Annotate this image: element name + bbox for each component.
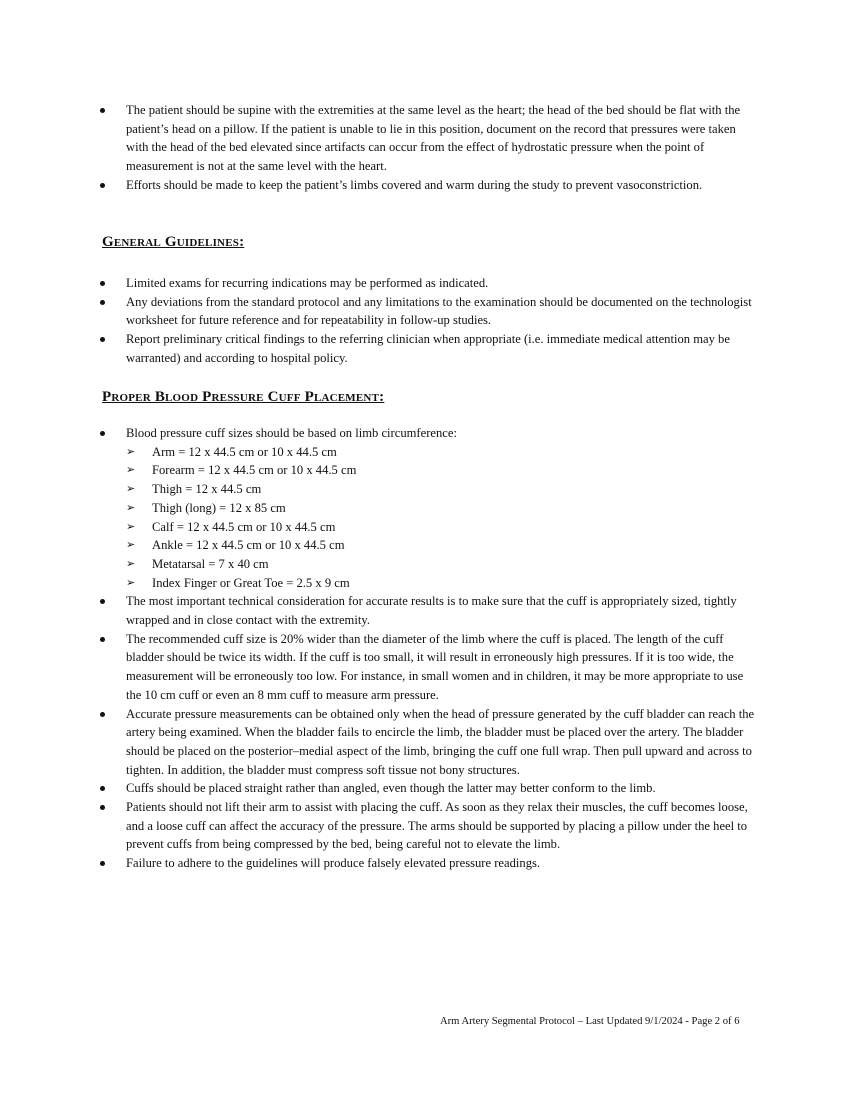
cuff-placement-heading	[102, 388, 384, 407]
bullet-icon	[100, 337, 105, 342]
general-guidelines-list	[100, 274, 760, 368]
bullet-icon	[100, 281, 105, 286]
list-item-text: The most important technical consideration for accurate results is to make sure that the cuff is appropriately sized, tightly wrapped and in close contact with the extremity.	[126, 594, 737, 628]
list-item	[100, 274, 760, 293]
list-item-text: The recommended cuff size is 20% wider than the diameter of the limb where the cuff is placed. The length of the cuff bladder should be twice its width. If the cuff is too small, it will result in erroneously high pressures. If it is too wide, the measurement will be erroneously too low. For instance, in small women and in children, it may be more appropriate to use the 10 cm cuff or even an 8 mm cuff to measure arm pressure.	[126, 631, 744, 702]
cuff-size-text: Thigh = 12 x 44.5 cm	[152, 482, 262, 497]
list-item	[100, 854, 760, 873]
cuff-size-item	[126, 518, 760, 537]
arrow-bullet-icon: ➢	[126, 538, 136, 552]
cuff-size-item	[126, 499, 760, 518]
list-item-text: Patients should not lift their arm to assist with placing the cuff. As soon as they relax their muscles, the cuff becomes loose, and a loose cuff can affect the accuracy of the pressure. The arms should be supported by placing a pillow under the heel to prevent cuffs from being compressed by the bed, being careful not to elevate the limb.	[126, 800, 748, 852]
top-bullet-list	[100, 101, 760, 195]
cuff-placement-list	[100, 424, 760, 873]
bullet-icon	[100, 183, 105, 188]
bullet-icon	[100, 108, 105, 113]
list-item	[100, 293, 760, 330]
cuff-size-item	[126, 574, 760, 593]
cuff-size-text: Metatarsal = 7 x 40 cm	[152, 556, 269, 571]
list-item	[100, 779, 760, 798]
cuff-size-list	[126, 443, 760, 593]
list-item	[100, 705, 760, 780]
arrow-bullet-icon: ➢	[126, 575, 136, 589]
cuff-size-item	[126, 536, 760, 555]
list-item	[100, 176, 760, 195]
arrow-bullet-icon: ➢	[126, 500, 136, 514]
heading-text: Proper Blood Pressure Cuff Placement:	[102, 389, 385, 405]
list-item	[100, 592, 760, 629]
list-item-text: The patient should be supine with the extremities at the same level as the heart; the head of the bed should be flat with the patient’s head on a pillow. If the patient is unable to lie in this position, document on the record that pressures were taken with the head of the bed elevated since artifacts can occur from the effect of hydrostatic pressure when the point of measurement is not at the same level with the heart.	[126, 103, 741, 174]
cuff-size-text: Calf = 12 x 44.5 cm or 10 x 44.5 cm	[152, 519, 336, 534]
list-item	[100, 630, 760, 705]
heading-colon: :	[239, 234, 245, 250]
list-item-text: Limited exams for recurring indications may be performed as indicated.	[126, 276, 489, 290]
list-item-text: Any deviations from the standard protocol and any limitations to the examination should be documented on the technologist worksheet for future reference and for repeatability in follow-up studies.	[126, 294, 752, 328]
heading-text: General Guidelines	[102, 234, 240, 250]
list-item-text: Accurate pressure measurements can be obtained only when the head of pressure generated by the cuff bladder can reach the artery being examined. When the bladder fails to encircle the limb, the bladder must be placed over the artery. The bladder should be placed on the posterior–medial aspect of the limb, bringing the cuff one full wrap. Then pull upward and across to tighten. In addition, the bladder must compress soft tissue not bony structures.	[126, 706, 755, 777]
cuff-size-text: Ankle = 12 x 44.5 cm or 10 x 44.5 cm	[152, 538, 345, 553]
bullet-icon	[100, 599, 105, 604]
cuff-size-item	[126, 461, 760, 480]
bullet-icon	[100, 300, 105, 305]
bullet-icon	[100, 637, 105, 642]
arrow-bullet-icon: ➢	[126, 463, 136, 477]
arrow-bullet-icon: ➢	[126, 519, 136, 533]
list-item	[100, 424, 760, 592]
cuff-size-text: Index Finger or Great Toe = 2.5 x 9 cm	[152, 575, 350, 590]
page-footer: Arm Artery Segmental Protocol – Last Updated 9/1/2024 - Page 2 of 6	[440, 1016, 740, 1027]
cuff-size-text: Thigh (long) = 12 x 85 cm	[152, 500, 286, 515]
list-item-text: Failure to adhere to the guidelines will produce falsely elevated pressure readings.	[126, 856, 541, 871]
general-guidelines-heading	[102, 233, 244, 252]
bullet-icon	[100, 861, 105, 866]
cuff-size-text: Arm = 12 x 44.5 cm or 10 x 44.5 cm	[152, 444, 337, 459]
list-item-text: Cuffs should be placed straight rather than angled, even though the latter may better conform to the limb.	[126, 781, 656, 796]
cuff-size-text: Forearm = 12 x 44.5 cm or 10 x 44.5 cm	[152, 463, 357, 478]
list-item-text: Blood pressure cuff sizes should be based on limb circumference:	[126, 426, 457, 440]
arrow-bullet-icon: ➢	[126, 482, 136, 496]
bullet-icon	[100, 786, 105, 791]
arrow-bullet-icon: ➢	[126, 444, 136, 458]
cuff-size-item	[126, 555, 760, 574]
cuff-size-item	[126, 443, 760, 462]
list-item-text: Efforts should be made to keep the patient’s limbs covered and warm during the study to prevent vasoconstriction.	[126, 177, 703, 192]
arrow-bullet-icon: ➢	[126, 556, 136, 570]
list-item	[100, 798, 760, 854]
cuff-size-item	[126, 480, 760, 499]
bullet-icon	[100, 712, 105, 717]
list-item	[100, 330, 760, 367]
list-item-text: Report preliminary critical findings to the referring clinician when appropriate (i.e. immediate medical attention may be warranted) and according to hospital policy.	[126, 332, 730, 365]
bullet-icon	[100, 805, 105, 810]
bullet-icon	[100, 431, 105, 436]
list-item	[100, 101, 760, 176]
